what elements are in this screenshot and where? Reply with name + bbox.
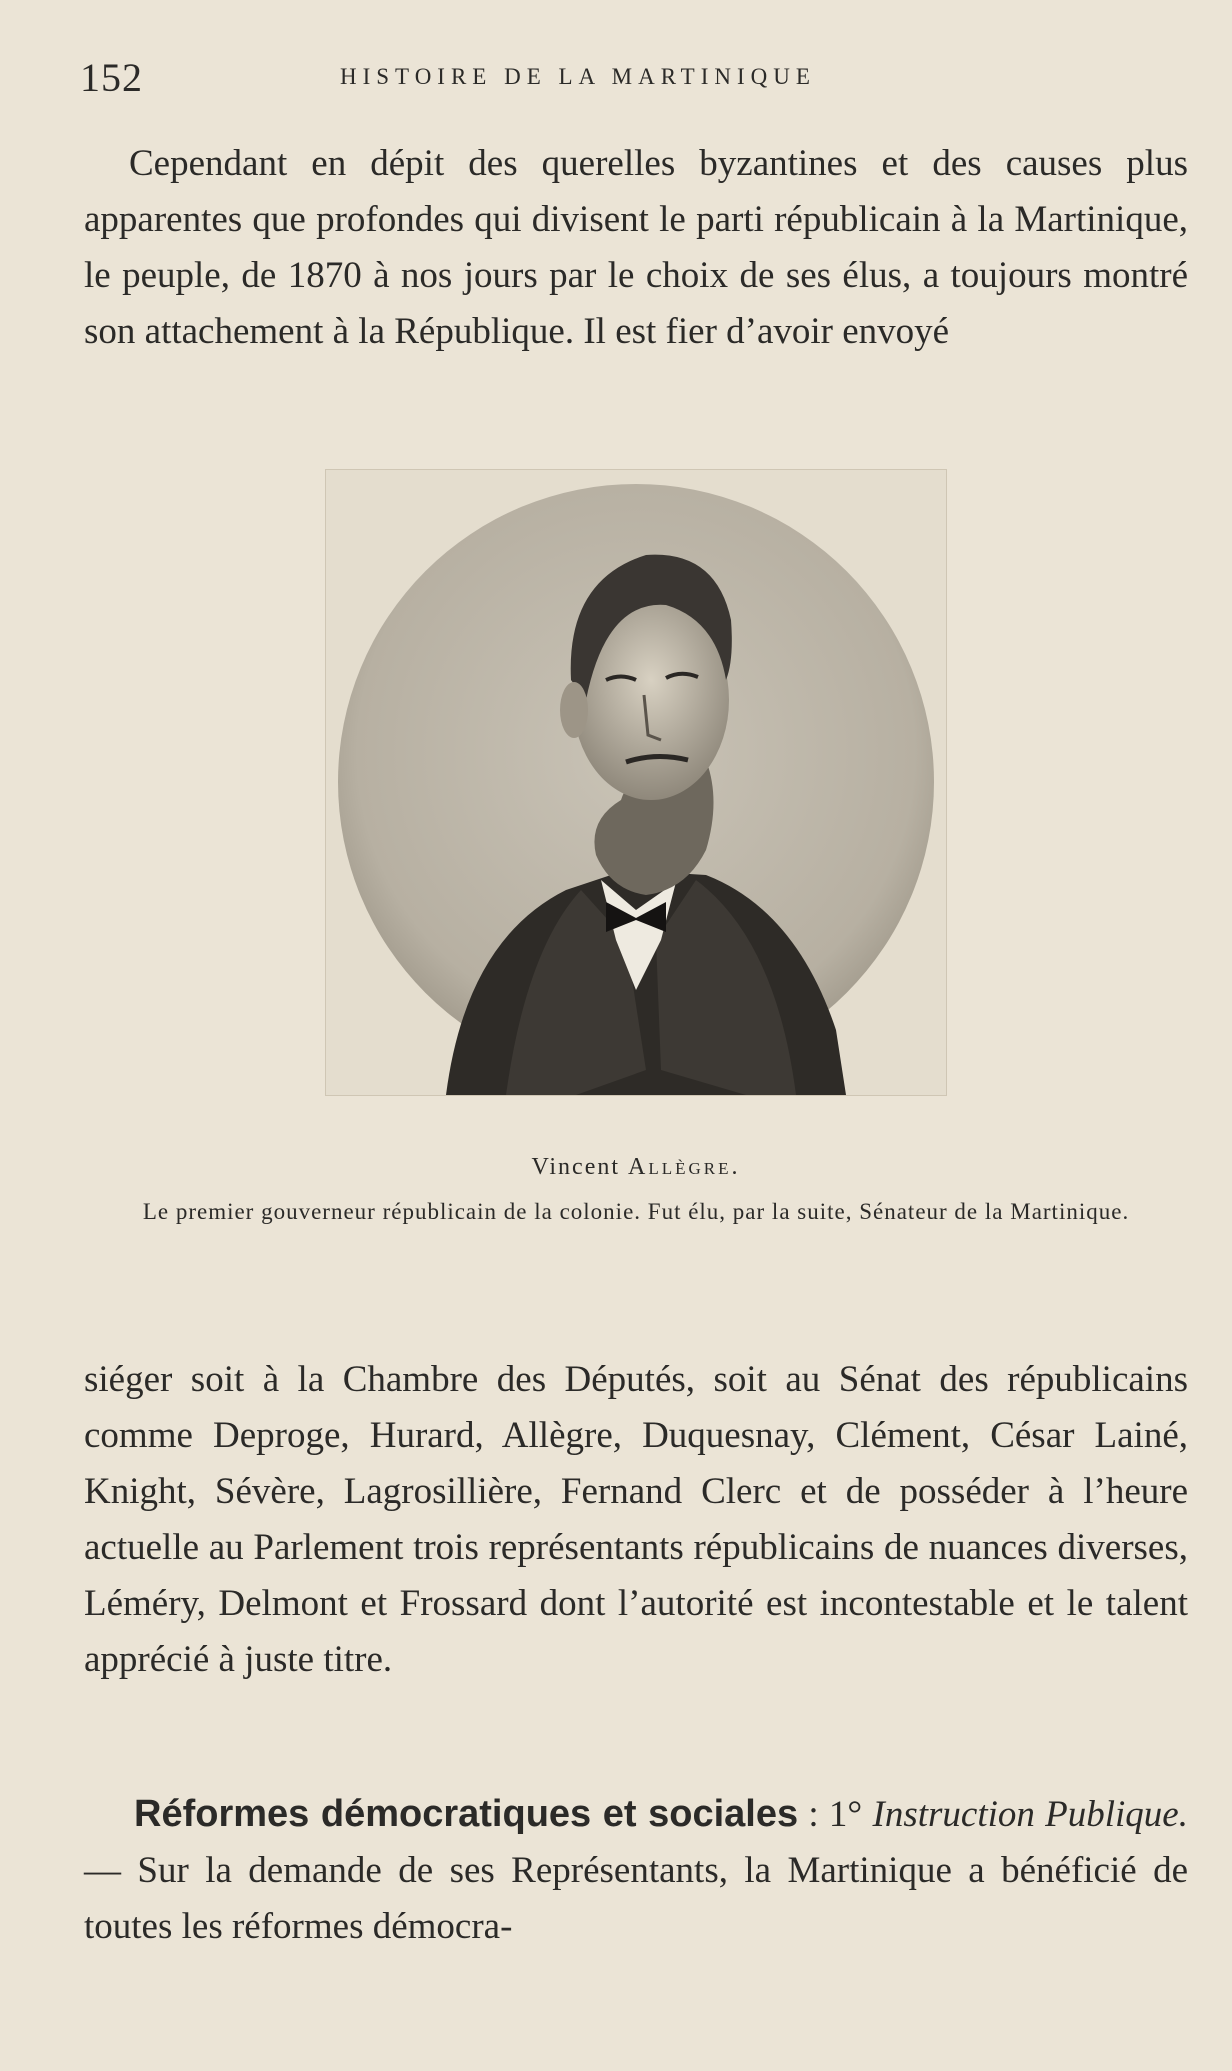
paragraph-continuation: siéger soit à la Chambre des Députés, soit au Sénat des républicains comme Deproge, Hurard, Allègre, Duquesnay, Clément, César Lainé, Knight, Sévère, Lagrosillière, Fernand Clerc et de posséder à l’heure actuelle au Parlement trois représentants républicains de nuances diverses, Léméry, Delmont et Frossard dont l’autorité est incontestable et le talent apprécié à juste titre. (84, 1359, 1188, 1680)
portrait-figure (325, 469, 947, 1096)
portrait-engraving (326, 470, 946, 1095)
paragraph-reformes (84, 1786, 1188, 1955)
figure-caption-name (84, 1154, 1188, 1181)
paragraph-opening: Cependant en dépit des querelles byzantines et des causes plus apparentes que profondes qui divisent le parti républicain à la Martinique, le peuple, de 1870 à nos jours par le choix de ses élus, a toujours montré son attachement à la République. Il est fier d’avoir envoyé (84, 143, 1188, 352)
figure-caption-description: Le premier gouverneur républicain de la colonie. Fut élu, par la suite, Sénateur de la Martinique. (142, 1199, 1130, 1224)
subsection-title: Instruction Publique. (872, 1794, 1188, 1835)
caption-surname: Allègre. (628, 1154, 741, 1180)
running-title: HISTOIRE DE LA MARTINIQUE (340, 64, 816, 89)
section-heading: Réformes démocratiques et sociales (134, 1793, 799, 1835)
caption-first-name: Vincent (531, 1154, 629, 1180)
paragraph-reformes-text: — Sur la demande de ses Représentants, la Martinique a bénéficié de toutes les réformes démocra- (84, 1850, 1188, 1947)
page-number: 152 (80, 55, 143, 100)
heading-separator: : 1° (798, 1794, 873, 1835)
